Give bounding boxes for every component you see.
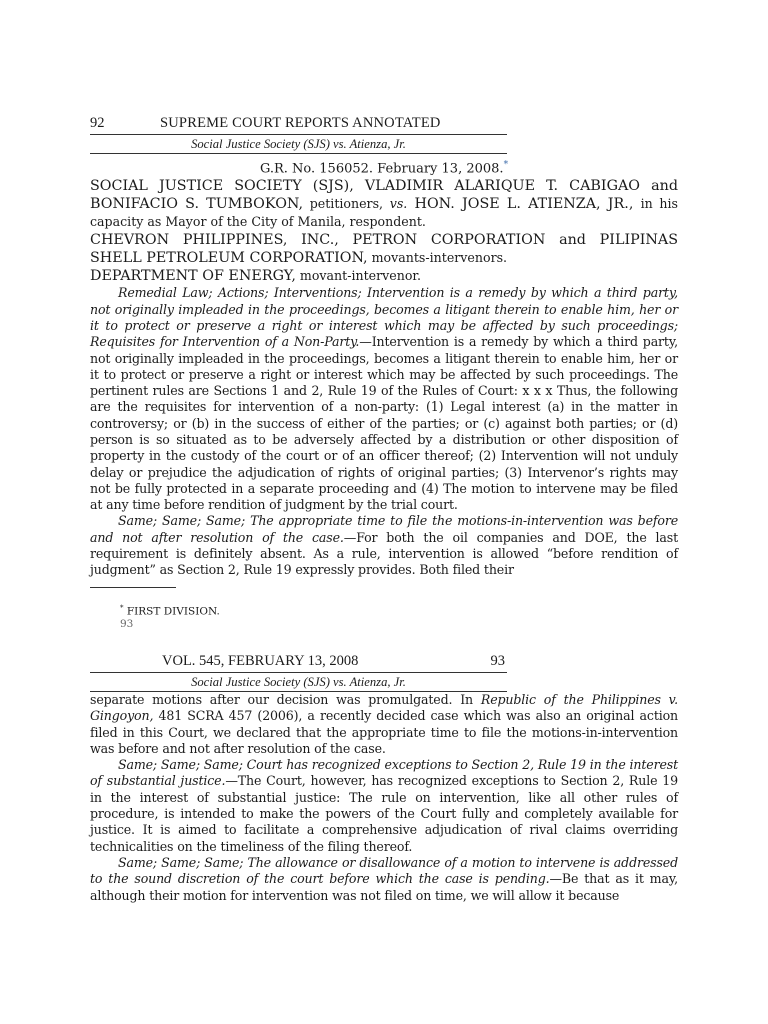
intervenors-line	[90, 231, 678, 267]
report-page-92	[90, 112, 678, 631]
respondent-name: HON. JOSE L. ATIENZA, JR.,	[407, 196, 641, 213]
syllabus-keywords: Same; Same; Same; The appropriate time to file the motions-in-intervention was before and not after resolution of the case.	[90, 513, 678, 545]
continuation-text: 481 SCRA 457 (2006), a recently decided case which was also an original action filed in this Court, we declared that the appropriate time to file the motions-in-intervention was before and not after resolution of the case.	[90, 708, 678, 756]
petitioners-names: SOCIAL JUSTICE SOCIETY (SJS), VLADIMIR ALARIQUE T. CABIGAO and BONIFACIO S. TUMBOKON,	[90, 178, 678, 213]
running-header	[90, 112, 507, 135]
case-parties	[90, 177, 678, 285]
syllabus-body	[90, 285, 678, 578]
syllabus-keywords: Remedial Law; Actions; Interventions; Intervention is a remedy by which a third party, not originally impleaded in the proceedings, becomes a litigant therein to enable him, her or it to protect or preserve a right or interest which may be affected by such proceedings; Requisites for Intervention of a Non-Party.	[90, 285, 678, 350]
page-number: 92	[90, 115, 105, 131]
case-title-header: Social Justice Society (SJS) vs. Atienza, Jr.	[90, 673, 507, 692]
case-title-header: Social Justice Society (SJS) vs. Atienza, Jr.	[90, 135, 507, 154]
versus-label: vs.	[389, 196, 408, 212]
footnote-divider	[90, 587, 176, 588]
syllabus-keywords: Same; Same; Same; The allowance or disallowance of a motion to intervene is addressed to the sound discretion of the court before which the case is pending.	[90, 854, 678, 887]
footnote-reference[interactable]: *	[503, 160, 509, 170]
running-title: SUPREME COURT REPORTS ANNOTATED	[160, 115, 441, 131]
gr-number-line	[90, 157, 678, 177]
footnote	[120, 602, 678, 619]
footnote-text: FIRST DIVISION.	[123, 605, 220, 618]
intervenor-doe-line	[90, 267, 678, 285]
syllabus-paragraph	[90, 855, 678, 904]
syllabus-text: —Intervention is a remedy by which a third party, not originally impleaded in the proceedings, becomes a litigant therein to enable him, her or it to protect or preserve a right or interest which may be affected by such proceedings. The pertinent rules are Sections 1 and 2, Rule 19 of the Rules of Court: x x x Thus, the following are the requisites for intervention of a non-party: (1) Legal interest (a) in the matter in controversy; or (b) in the success of either of the parties; or (c) against both parties; or (d) person is so situated as to be adversely affected by a distribution or other disposition of property in the custody of the court or of an officer thereof; (2) Intervention will not unduly delay or prejudice the adjudication of rights of original parties; (3) Intervenor’s rights may not be fully protected in a separate proceeding and (4) The motion to intervene may be filed at any time before rendition of judgment by the trial court.	[90, 334, 678, 513]
footnote-mark: *	[120, 603, 124, 612]
petitioners-line	[90, 177, 678, 231]
syllabus-body	[90, 692, 678, 904]
intervenors-role: movants-intervenors.	[367, 250, 508, 266]
intervenor-doe-name: DEPARTMENT OF ENERGY,	[90, 268, 296, 285]
page-break-marker: 93	[120, 618, 134, 631]
running-header	[90, 650, 507, 673]
syllabus-text: —Be that as it may, although their motion for intervention was not filed on time, we will allow it because	[90, 871, 678, 903]
syllabus-paragraph	[90, 513, 678, 578]
syllabus-text: —For both the oil companies and DOE, the last requirement is definitely absent. As a rule, intervention is allowed “before rendition of judgment” as Section 2, Rule 19 expressly provides. Both filed their	[90, 529, 678, 578]
syllabus-text: —The Court, however, has recognized exceptions to Section 2, Rule 19 in the interest of substantial justice: The rule on intervention, like all other rules of procedure, is intended to make the powers of the Court fully and completely available for justice. It is aimed to facilitate a comprehensive adjudication of rival claims overriding technicalities on the timeliness of the filing thereof.	[90, 773, 678, 854]
continuation-paragraph	[90, 692, 678, 757]
cited-case: Republic of the Philippines v. Gingoyon,	[90, 692, 678, 724]
gr-number: G.R. No. 156052. February 13, 2008.	[259, 161, 504, 177]
continuation-text: separate motions after our decision was promulgated. In	[90, 692, 481, 707]
petitioners-role: petitioners,	[303, 196, 390, 212]
syllabus-keywords: Same; Same; Same; Court has recognized exceptions to Section 2, Rule 19 in the interest of substantial justice.	[90, 757, 678, 789]
syllabus-paragraph	[90, 757, 678, 855]
volume-line: VOL. 545, FEBRUARY 13, 2008	[162, 653, 359, 669]
syllabus-paragraph	[90, 285, 678, 513]
page-number: 93	[490, 653, 505, 669]
intervenor-doe-role: movant-intervenor.	[295, 268, 422, 284]
intervenors-names: CHEVRON PHILIPPINES, INC., PETRON CORPORATION and PILIPINAS SHELL PETROLEUM CORPORATION,	[90, 232, 678, 267]
respondent-role: in his capacity as Mayor of the City of Manila, respondent.	[90, 196, 678, 230]
report-page-93	[90, 650, 678, 904]
